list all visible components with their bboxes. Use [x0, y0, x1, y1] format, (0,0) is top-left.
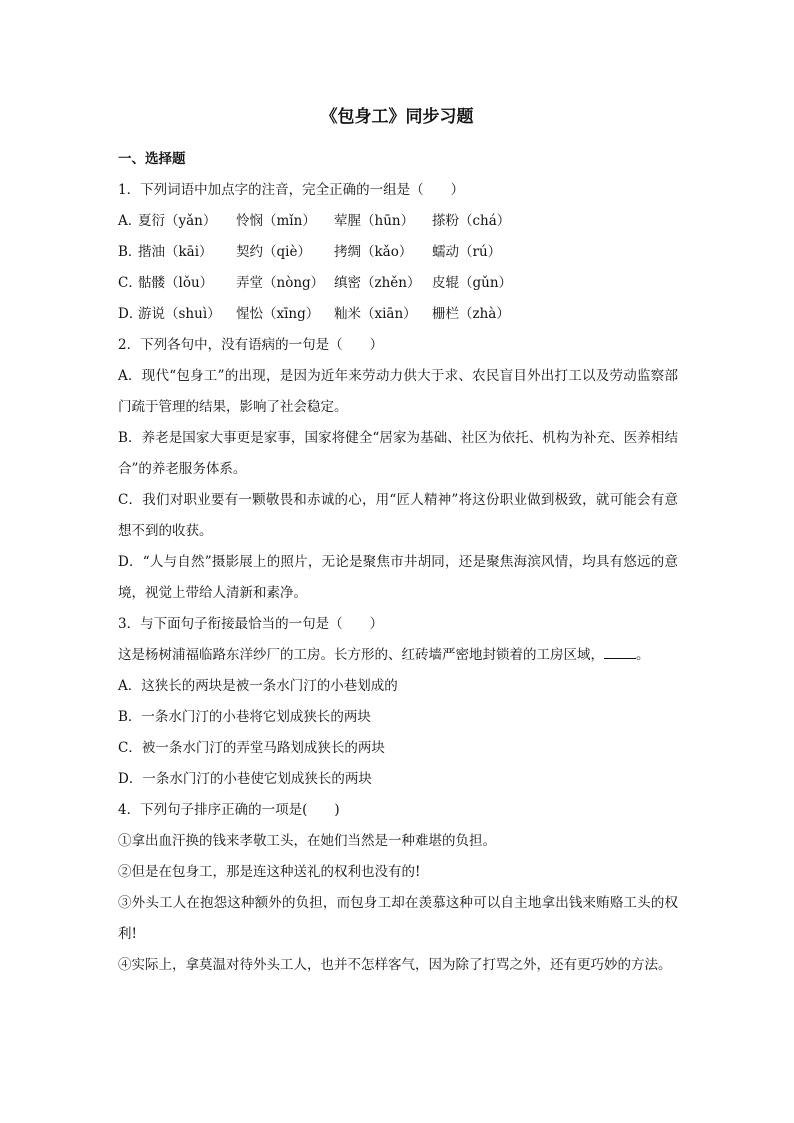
question-3-stem: 3．与下面句子衔接最恰当的一句是（ ） [118, 616, 384, 632]
question-4-item-4: ④实际上，拿莫温对待外头工人，也并不怎样客气，因为除了打骂之外，还有更巧妙的方法。 [118, 957, 672, 973]
question-2-option-a: A．现代“包身工”的出现，是因为近年来劳动力供大于求、农民盲目外出打工以及劳动监察部门疏于管理的结果，影响了社会稳定。 [118, 368, 678, 415]
section-heading: 一、选择题 [118, 151, 186, 167]
question-3-option-d: D．一条水门汀的小巷使它划成狭长的两块 [118, 771, 372, 787]
question-4-stem: 4．下列句子排序正确的一项是( ) [118, 802, 340, 818]
option-word: 籼米（xiān） [334, 306, 417, 322]
document-body [118, 144, 678, 981]
question-1-option-b [118, 237, 678, 268]
passage-end: 。 [636, 647, 650, 663]
option-word: 游说（shuì） [138, 306, 221, 322]
option-word: 蠕动（rú） [432, 244, 502, 260]
option-word: 怜悯（mǐn） [236, 213, 316, 229]
question-4-item-1: ①拿出血汗换的钱来孝敬工头，在她们当然是一种难堪的负担。 [118, 833, 496, 849]
option-word: 夏衍（yǎn） [138, 213, 217, 229]
question-1-option-c [118, 268, 678, 299]
question-3-option-b: B．一条水门汀的小巷将它划成狭长的两块 [118, 709, 371, 725]
question-3-option-a: A．这狭长的两块是被一条水门汀的小巷划成的 [118, 678, 398, 694]
option-word: 搽粉（chá） [432, 213, 511, 229]
question-4-item-2: ②但是在包身工，那是连这种送礼的权利也没有的! [118, 864, 421, 880]
option-letter: A． [118, 213, 142, 229]
option-word: 缜密（zhěn） [334, 275, 421, 291]
option-letter: D． [118, 306, 143, 322]
fill-blank [604, 646, 636, 659]
question-2-option-d: D．“人与自然”摄影展上的照片，无论是聚焦市井胡同，还是聚焦海滨风情，均具有悠远的意境，视觉上带给人清新和素净。 [118, 554, 678, 601]
document-title: 《包身工》同步习题 [320, 107, 474, 127]
option-word: 契约（qiè） [236, 244, 311, 260]
question-2-option-b: B．养老是国家大事更是家事，国家将健全“居家为基础、社区为依托、机构为补充、医养相结合”的养老服务体系。 [118, 430, 678, 477]
question-4-item-3: ③外头工人在抱怨这种额外的负担，而包身工却在羡慕这种可以自主地拿出钱来贿赂工头的权利! [118, 895, 678, 942]
option-word: 荤腥（hūn） [334, 213, 415, 229]
option-word: 揩油（kāi） [138, 244, 213, 260]
passage-text: 这是杨树浦福临路东洋纱厂的工房。长方形的、红砖墙严密地封锁着的工房区域， [118, 647, 604, 663]
option-word: 骷髅（lǒu） [138, 275, 214, 291]
question-1-option-a [118, 206, 678, 237]
question-1-stem: 1．下列词语中加点字的注音，完全正确的一组是（ ） [118, 182, 465, 198]
option-word: 皮辊（gǔn） [432, 275, 513, 291]
option-letter: B． [118, 244, 142, 260]
question-1-option-d [118, 299, 678, 330]
question-2-stem: 2．下列各句中，没有语病的一句是（ ） [118, 337, 384, 353]
option-word: 弄堂（nòng） [236, 275, 325, 291]
question-3-passage [118, 640, 678, 671]
option-letter: C． [118, 275, 142, 291]
question-3-option-c: C．被一条水门汀的弄堂马路划成狭长的两块 [118, 740, 385, 756]
option-word: 拷绸（kǎo） [334, 244, 413, 260]
option-word: 惺忪（xīng） [236, 306, 320, 322]
question-2-option-c: C．我们对职业要有一颗敬畏和赤诚的心，用“匠人精神”将这份职业做到极致，就可能会有意想不到的收获。 [118, 492, 678, 539]
option-word: 栅栏（zhà） [432, 306, 510, 322]
